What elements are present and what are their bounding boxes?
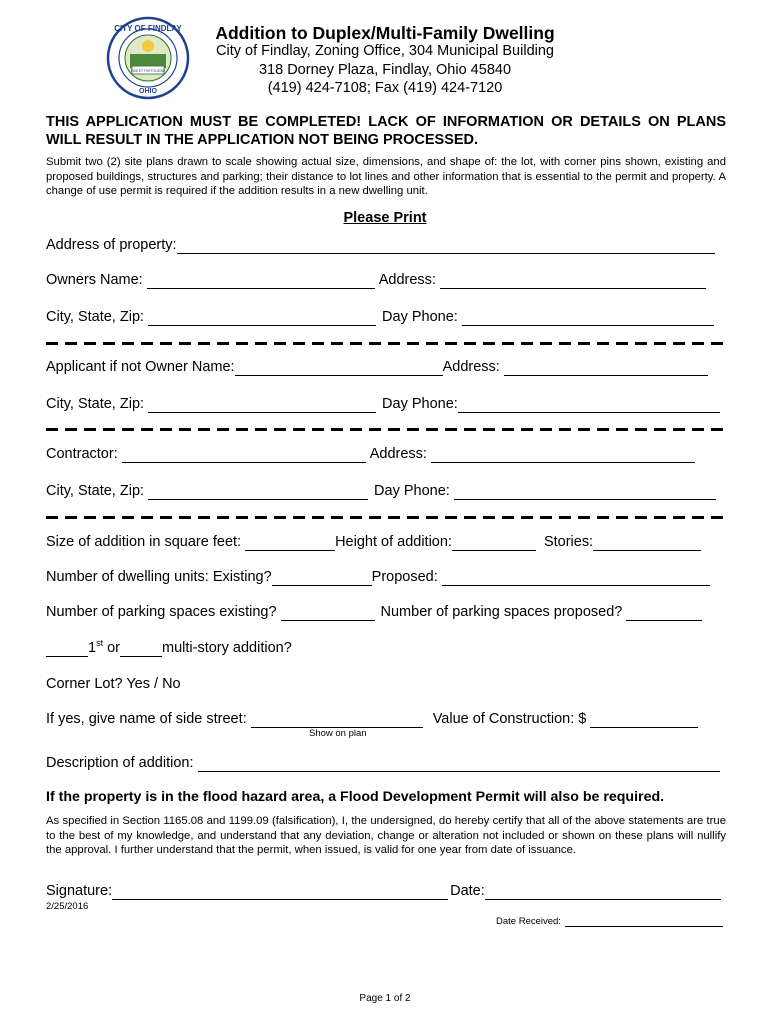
dwelling-existing-field[interactable] bbox=[272, 571, 372, 586]
first-floor-field[interactable] bbox=[46, 642, 88, 657]
multi-story-label: multi-story addition? bbox=[162, 640, 292, 656]
applicant-city-label: City, State, Zip: bbox=[46, 396, 145, 412]
owners-name-label: Owners Name: bbox=[46, 272, 143, 288]
side-street-field[interactable] bbox=[251, 713, 423, 728]
description-row bbox=[46, 754, 720, 772]
signature-field[interactable] bbox=[112, 885, 448, 900]
date-received-label: Date Received: bbox=[496, 916, 561, 927]
city-seal bbox=[106, 16, 190, 100]
contractor-label: Contractor: bbox=[46, 446, 118, 462]
height-label: Height of addition: bbox=[335, 534, 452, 550]
contractor-address-label: Address: bbox=[369, 446, 427, 462]
dwelling-units-row bbox=[46, 568, 710, 586]
date-received-row bbox=[496, 916, 723, 927]
applicant-row bbox=[46, 358, 708, 376]
description-label: Description of addition: bbox=[46, 755, 194, 771]
contractor-day-phone-field[interactable] bbox=[454, 485, 716, 500]
section-divider bbox=[46, 342, 730, 345]
seal-text-top: CITY OF FINDLAY bbox=[114, 24, 182, 33]
parking-proposed-label: Number of parking spaces proposed? bbox=[380, 604, 623, 620]
applicant-name-field[interactable] bbox=[235, 361, 443, 376]
owner-day-phone-label: Day Phone: bbox=[382, 309, 458, 325]
applicant-city-row bbox=[46, 395, 720, 413]
size-label: Size of addition in square feet: bbox=[46, 534, 242, 550]
parking-row bbox=[46, 603, 702, 621]
size-field[interactable] bbox=[245, 536, 335, 551]
contractor-row bbox=[46, 445, 695, 463]
address-of-property-field[interactable] bbox=[177, 239, 715, 254]
show-on-plan-note: Show on plan bbox=[309, 728, 367, 739]
dwelling-proposed-label: Proposed: bbox=[371, 569, 438, 585]
certification-text: As specified in Section 1165.08 and 1199.09 (falsification), I, the undersigned, do hereby certify that all of the above statements are true to the best of my knowledge, and understand that any deviation, change or alteration not included or shown on these plans will nullify the approval. I further understand that the permit, when issued, is valid for one year from date of issuance. bbox=[46, 815, 726, 856]
contractor-address-field[interactable] bbox=[431, 448, 695, 463]
owner-address-label: Address: bbox=[378, 272, 436, 288]
section-divider bbox=[46, 428, 730, 431]
value-of-construction-label: Value of Construction: $ bbox=[432, 711, 587, 727]
date-label: Date: bbox=[450, 883, 485, 899]
value-of-construction-field[interactable] bbox=[590, 713, 698, 728]
parking-proposed-field[interactable] bbox=[626, 606, 702, 621]
corner-lot-row bbox=[46, 675, 181, 693]
form-title: Addition to Duplex/Multi-Family Dwelling bbox=[215, 23, 555, 43]
parking-existing-label: Number of parking spaces existing? bbox=[46, 604, 277, 620]
address-of-property-label: Address of property: bbox=[46, 237, 177, 253]
owners-name-field[interactable] bbox=[147, 274, 375, 289]
owner-address-field[interactable] bbox=[440, 274, 706, 289]
form-revision-date: 2/25/2016 bbox=[46, 901, 89, 912]
description-field[interactable] bbox=[198, 757, 720, 772]
address-of-property-row bbox=[46, 236, 715, 254]
phone-line: (419) 424-7108; Fax (419) 424-7120 bbox=[267, 80, 503, 96]
applicant-day-phone-label: Day Phone: bbox=[382, 396, 458, 412]
height-field[interactable] bbox=[452, 536, 536, 551]
seal-motto: FIDE ET FORTITUDINE bbox=[130, 69, 166, 73]
applicant-address-label: Address: bbox=[442, 359, 500, 375]
owner-city-field[interactable] bbox=[148, 311, 376, 326]
site-plan-instructions: Submit two (2) site plans drawn to scale showing actual size, dimensions, and shape of: the lot, with corner pins shown, existing and proposed buildings, structures and parking; their distance to lot lines and other information that is essential to the permit and property. A change of use permit is required if the addition results in a new dwelling unit. bbox=[46, 156, 726, 197]
owner-city-row bbox=[46, 308, 714, 326]
office-line: City of Findlay, Zoning Office, 304 Municipal Building bbox=[216, 43, 554, 59]
date-received-field[interactable] bbox=[565, 916, 723, 927]
seal-text-bottom: OHIO bbox=[139, 88, 157, 95]
multi-story-field[interactable] bbox=[120, 642, 162, 657]
side-street-row bbox=[46, 710, 698, 728]
address-line: 318 Dorney Plaza, Findlay, Ohio 45840 bbox=[258, 62, 512, 78]
flood-notice: If the property is in the flood hazard area, a Flood Development Permit will also be required. bbox=[46, 789, 665, 805]
stories-field[interactable] bbox=[593, 536, 701, 551]
please-print: Please Print bbox=[343, 210, 427, 226]
applicant-city-field[interactable] bbox=[148, 398, 376, 413]
owner-day-phone-field[interactable] bbox=[462, 311, 714, 326]
story-type-row bbox=[46, 639, 292, 657]
dwelling-proposed-field[interactable] bbox=[442, 571, 710, 586]
side-street-label: If yes, give name of side street: bbox=[46, 711, 247, 727]
contractor-city-row bbox=[46, 482, 716, 500]
applicant-address-field[interactable] bbox=[504, 361, 708, 376]
contractor-field[interactable] bbox=[122, 448, 366, 463]
applicant-name-label: Applicant if not Owner Name: bbox=[46, 359, 235, 375]
dwelling-existing-label: Number of dwelling units: Existing? bbox=[46, 569, 272, 585]
first-floor-label: 1st or bbox=[88, 638, 121, 656]
stories-label: Stories: bbox=[543, 534, 594, 550]
date-field[interactable] bbox=[485, 885, 721, 900]
contractor-city-label: City, State, Zip: bbox=[46, 483, 145, 499]
applicant-day-phone-field[interactable] bbox=[458, 398, 720, 413]
size-row bbox=[46, 533, 701, 551]
contractor-day-phone-label: Day Phone: bbox=[374, 483, 450, 499]
corner-lot-label: Corner Lot? Yes / No bbox=[46, 676, 181, 692]
signature-label: Signature: bbox=[46, 883, 113, 899]
parking-existing-field[interactable] bbox=[281, 606, 375, 621]
page-number: Page 1 of 2 bbox=[359, 993, 411, 1004]
completion-warning: THIS APPLICATION MUST BE COMPLETED! LACK OF INFORMATION OR DETAILS ON PLANS WILL RESULT IN THE APPLICATION NOT BEING PROCESSED. bbox=[46, 114, 726, 148]
contractor-city-field[interactable] bbox=[148, 485, 368, 500]
owner-row bbox=[46, 271, 706, 289]
signature-row bbox=[46, 882, 721, 900]
section-divider bbox=[46, 516, 730, 519]
owner-city-label: City, State, Zip: bbox=[46, 309, 145, 325]
